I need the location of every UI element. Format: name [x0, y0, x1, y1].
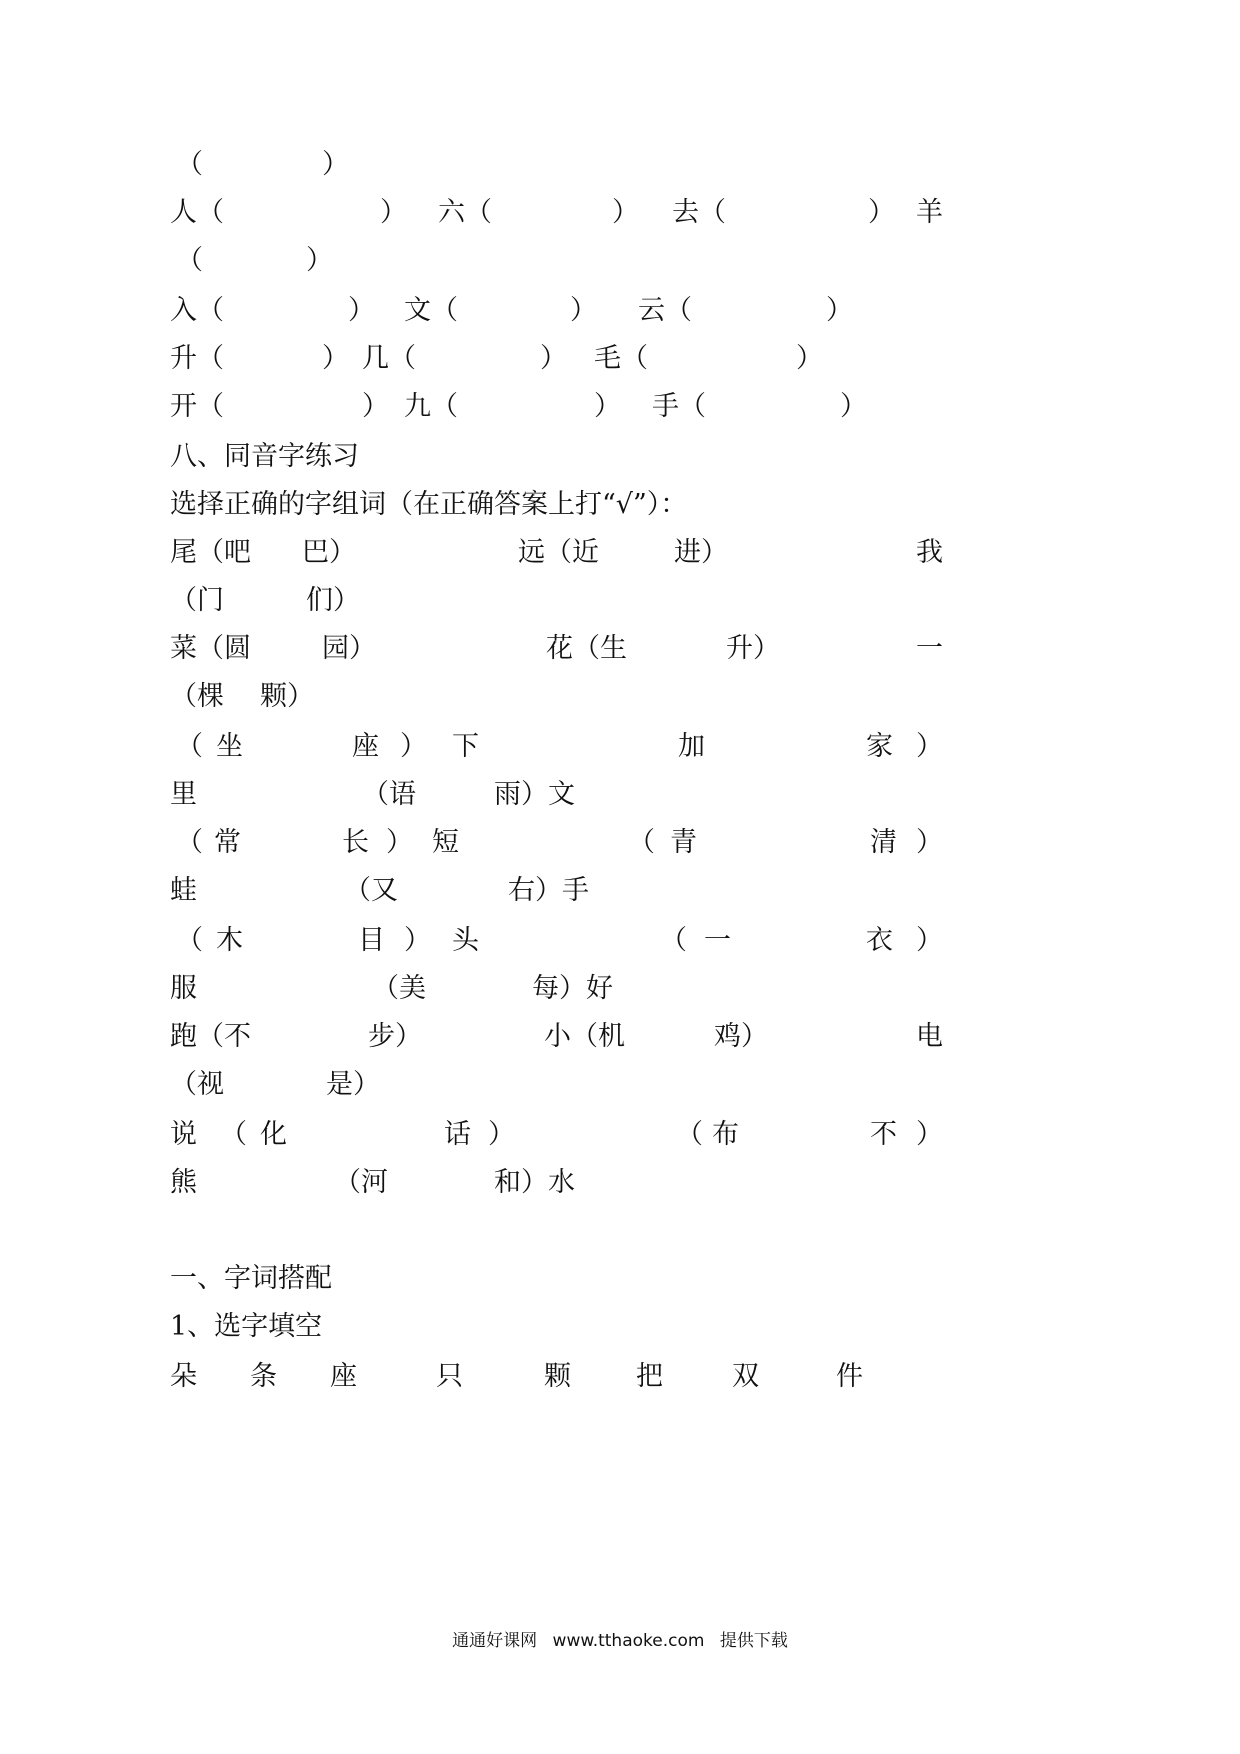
close-paren: ）	[594, 391, 621, 422]
option-text: ）	[386, 827, 413, 858]
option-text: 短	[432, 827, 459, 858]
option-text: 和）水	[494, 1167, 575, 1198]
close-paren: ）	[826, 295, 853, 326]
char-prompt: 文（	[404, 295, 458, 326]
section-heading: 八、同音字练习	[170, 441, 359, 472]
option-text: 熊	[170, 1167, 197, 1198]
option-text: 电	[916, 1021, 943, 1052]
option-text: ）	[404, 925, 431, 956]
word-bank-item: 把	[636, 1361, 663, 1392]
option-text: （语	[362, 779, 416, 810]
option-text: 步）	[368, 1021, 422, 1052]
option-text: 衣	[866, 925, 893, 956]
option-text: （	[176, 925, 203, 956]
page-footer	[0, 1630, 1240, 1652]
option-text: 蛙	[170, 875, 197, 906]
option-text: 座	[352, 731, 379, 762]
option-text: （视	[170, 1069, 224, 1100]
char-prompt: 毛（	[594, 343, 648, 374]
char-prompt: 去（	[672, 197, 726, 228]
option-text: 园）	[322, 633, 376, 664]
footer-url[interactable]: www.tthaoke.com	[552, 1631, 705, 1651]
option-text: 一	[916, 633, 943, 664]
option-text: （门	[170, 585, 224, 616]
option-text: 升）	[726, 633, 780, 664]
option-text: ）	[916, 731, 943, 762]
option-text: 坐	[216, 731, 243, 762]
option-text: 巴）	[302, 537, 356, 568]
option-text: 清	[870, 827, 897, 858]
close-paren: ）	[840, 391, 867, 422]
option-text: ）	[916, 1119, 943, 1150]
option-text: 小（机	[544, 1021, 625, 1052]
word-bank-item: 座	[330, 1361, 357, 1392]
char-prompt: 人（	[170, 197, 224, 228]
option-text: 青	[670, 827, 697, 858]
option-text: ）	[916, 925, 943, 956]
option-text: （	[176, 731, 203, 762]
option-text: （	[676, 1119, 703, 1150]
option-text: 每）好	[532, 973, 613, 1004]
option-text: 布	[712, 1119, 739, 1150]
option-text: 远（近	[518, 537, 599, 568]
option-text: 们）	[306, 585, 360, 616]
option-text: 说	[170, 1119, 197, 1150]
option-text: 花（生	[546, 633, 627, 664]
close-paren: ）	[868, 197, 895, 228]
footer-site-name: 通通好课网	[452, 1631, 538, 1651]
option-text: 我	[916, 537, 943, 568]
open-paren: （	[176, 245, 203, 276]
option-text: 是）	[326, 1069, 380, 1100]
option-text: 右）手	[508, 875, 589, 906]
option-text: （美	[372, 973, 426, 1004]
option-text: 不	[870, 1119, 897, 1150]
option-text: 下	[452, 731, 479, 762]
char-prompt: 入（	[170, 295, 224, 326]
option-text: 话	[444, 1119, 471, 1150]
char-prompt: 手（	[652, 391, 706, 422]
close-paren: ）	[306, 245, 333, 276]
option-text: ）	[488, 1119, 515, 1150]
option-text: 木	[216, 925, 243, 956]
close-paren: ）	[570, 295, 597, 326]
close-paren: ）	[796, 343, 823, 374]
option-text: 菜（圆	[170, 633, 251, 664]
option-text: 目	[358, 925, 385, 956]
close-paren: ）	[348, 295, 375, 326]
option-text: ）	[400, 731, 427, 762]
section-heading: 一、字词搭配	[170, 1263, 332, 1294]
close-paren: ）	[322, 149, 349, 180]
option-text: 进）	[674, 537, 728, 568]
option-text: 里	[170, 779, 197, 810]
subsection-heading: 1、选字填空	[170, 1311, 323, 1342]
option-text: 常	[214, 827, 241, 858]
option-text: ）	[916, 827, 943, 858]
char-prompt: 开（	[170, 391, 224, 422]
option-text: 一	[704, 925, 731, 956]
word-bank-item: 件	[836, 1361, 863, 1392]
instruction-text: 选择正确的字组词（在正确答案上打“√”）：	[170, 489, 688, 520]
footer-suffix: 提供下载	[719, 1631, 788, 1651]
open-paren: （	[176, 149, 203, 180]
char-prompt: 升（	[170, 343, 224, 374]
char-prompt: 云（	[638, 295, 692, 326]
option-text: （	[176, 827, 203, 858]
option-text: 化	[260, 1119, 287, 1150]
option-text: 加	[678, 731, 705, 762]
close-paren: ）	[322, 343, 349, 374]
word-bank-item: 朵	[170, 1361, 197, 1392]
option-text: 家	[866, 731, 893, 762]
option-text: （	[660, 925, 687, 956]
option-text: （	[220, 1119, 247, 1150]
char-prompt: 九（	[404, 391, 458, 422]
option-text: 服	[170, 973, 197, 1004]
option-text: 长	[342, 827, 369, 858]
option-text: （棵	[170, 681, 224, 712]
char-prompt: 羊	[916, 197, 943, 228]
option-text: （又	[344, 875, 398, 906]
option-text: 尾（吧	[170, 537, 251, 568]
option-text: 雨）文	[494, 779, 575, 810]
option-text: 鸡）	[714, 1021, 768, 1052]
char-prompt: 几（	[362, 343, 416, 374]
word-bank-item: 条	[250, 1361, 277, 1392]
option-text: （	[628, 827, 655, 858]
word-bank-item: 颗	[544, 1361, 571, 1392]
close-paren: ）	[362, 391, 389, 422]
option-text: 颗）	[260, 681, 314, 712]
option-text: 跑（不	[170, 1021, 251, 1052]
char-prompt: 六（	[438, 197, 492, 228]
close-paren: ）	[380, 197, 407, 228]
option-text: 头	[452, 925, 479, 956]
option-text: （河	[334, 1167, 388, 1198]
close-paren: ）	[540, 343, 567, 374]
word-bank-item: 只	[436, 1361, 463, 1392]
word-bank-item: 双	[732, 1361, 759, 1392]
close-paren: ）	[612, 197, 639, 228]
